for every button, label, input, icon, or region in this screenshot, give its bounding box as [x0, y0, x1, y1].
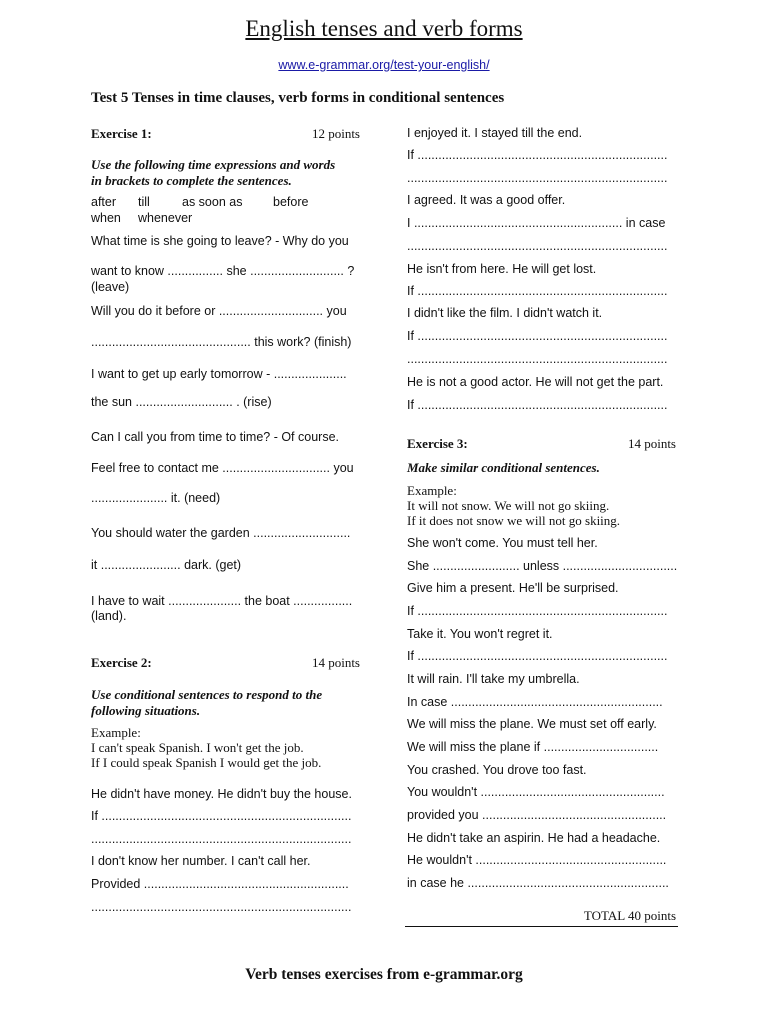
exercise-3-instruction: Make similar conditional sentences.	[407, 460, 600, 475]
ex1-line: Will you do it before or .............................. you	[91, 304, 347, 318]
ex1-line: I have to wait ..................... the boat .................	[91, 594, 353, 608]
footer-text: Verb tenses exercises from e-grammar.org	[245, 966, 523, 983]
ex3-line: Take it. You won't regret it.	[407, 627, 553, 641]
ex3-line: Give him a present. He'll be surprised.	[407, 581, 619, 595]
ex1-line: ...................... it. (need)	[91, 491, 221, 505]
source-link[interactable]: www.e-grammar.org/test-your-english/	[278, 58, 490, 72]
ex2-line: He isn't from here. He will get lost.	[407, 262, 597, 276]
word-whenever: whenever	[138, 211, 193, 225]
ex3-line: If ........................................................................	[407, 649, 668, 663]
ex2-line: ...........................................................................	[407, 171, 668, 185]
ex2-example-1: I can't speak Spanish. I won't get the job.	[91, 740, 304, 755]
ex2-line: I don't know her number. I can't call her.	[91, 854, 311, 868]
ex3-line: He didn't take an aspirin. He had a headache.	[407, 831, 661, 845]
ex2-line: I enjoyed it. I stayed till the end.	[407, 126, 583, 140]
ex2-line: ...........................................................................	[91, 900, 352, 914]
ex1-line: it ....................... dark. (get)	[91, 558, 242, 572]
ex1-line: Can I call you from time to time? - Of course.	[91, 430, 339, 444]
ex3-example-label: Example:	[407, 483, 457, 498]
ex2-line: I didn't like the film. I didn't watch it.	[407, 306, 603, 320]
ex2-line: If ........................................................................	[407, 284, 668, 298]
test-title: Test 5 Tenses in time clauses, verb forms in conditional sentences	[91, 90, 505, 106]
ex3-line: You wouldn't .....................................................	[407, 785, 665, 799]
exercise-2-instruction-2: following situations.	[91, 703, 201, 718]
exercise-3-points: 14 points	[627, 436, 676, 451]
ex3-line: If ........................................................................	[407, 604, 668, 618]
total-divider	[405, 926, 678, 927]
ex3-example-1: It will not snow. We will not go skiing.	[407, 498, 610, 513]
exercise-1-heading: Exercise 1:	[91, 126, 152, 141]
word-after: after	[91, 195, 117, 209]
ex1-line: .............................................. this work? (finish)	[91, 335, 352, 349]
word-when: when	[91, 211, 121, 225]
ex2-example-2: If I could speak Spanish I would get the job.	[91, 755, 322, 770]
ex2-line: ...........................................................................	[407, 239, 668, 253]
ex2-line: He didn't have money. He didn't buy the house.	[91, 787, 352, 801]
word-till: till	[138, 195, 150, 209]
word-as-soon-as: as soon as	[182, 195, 243, 209]
ex1-line: the sun ............................ . (rise)	[91, 395, 272, 409]
exercise-1-instruction-2: in brackets to complete the sentences.	[91, 173, 292, 188]
ex1-line: What time is she going to leave? - Why do you	[91, 234, 349, 248]
ex3-line: He wouldn't .......................................................	[407, 853, 667, 867]
ex2-line: If ........................................................................	[407, 148, 668, 162]
ex2-line: Provided ...........................................................	[91, 877, 349, 891]
exercise-3-heading: Exercise 3:	[407, 436, 468, 451]
exercise-2-instruction-1: Use conditional sentences to respond to the	[91, 687, 323, 702]
ex2-line: If ........................................................................	[407, 398, 668, 412]
ex3-line: We will miss the plane if .................................	[407, 740, 659, 754]
ex3-line: You crashed. You drove too fast.	[407, 763, 587, 777]
document-title: English tenses and verb forms	[245, 16, 523, 41]
ex3-line: in case he ..........................................................	[407, 876, 669, 890]
exercise-1-instruction-1: Use the following time expressions and words	[91, 157, 336, 172]
ex3-example-2: If it does not snow we will not go skiing.	[407, 513, 621, 528]
ex1-line: You should water the garden ............................	[91, 526, 351, 540]
ex2-line: If ........................................................................	[91, 809, 352, 823]
ex2-line: ...........................................................................	[407, 352, 668, 366]
ex3-line: In case .............................................................	[407, 695, 663, 709]
ex3-line: It will rain. I'll take my umbrella.	[407, 672, 580, 686]
ex3-line: She won't come. You must tell her.	[407, 536, 598, 550]
ex2-example-label: Example:	[91, 725, 141, 740]
ex1-line: Feel free to contact me ............................... you	[91, 461, 354, 475]
ex3-line: We will miss the plane. We must set off early.	[407, 717, 657, 731]
total-points: TOTAL 40 points	[583, 908, 676, 923]
ex2-line: He is not a good actor. He will not get the part.	[407, 375, 664, 389]
exercise-2-points: 14 points	[311, 655, 360, 670]
ex1-line: I want to get up early tomorrow - .....................	[91, 367, 347, 381]
word-before: before	[273, 195, 309, 209]
exercise-1-points: 12 points	[311, 126, 360, 141]
ex1-line: want to know ................ she ........................... ?	[91, 264, 355, 278]
exercise-2-heading: Exercise 2:	[91, 655, 152, 670]
ex3-line: provided you .....................................................	[407, 808, 667, 822]
ex2-line: ...........................................................................	[91, 832, 352, 846]
ex2-line: I ............................................................ in case	[407, 216, 666, 230]
ex1-line: (land).	[91, 609, 127, 623]
ex2-line: If ........................................................................	[407, 329, 668, 343]
ex1-line: (leave)	[91, 280, 130, 294]
ex3-line: She ......................... unless .................................	[407, 559, 678, 573]
ex2-line: I agreed. It was a good offer.	[407, 193, 566, 207]
